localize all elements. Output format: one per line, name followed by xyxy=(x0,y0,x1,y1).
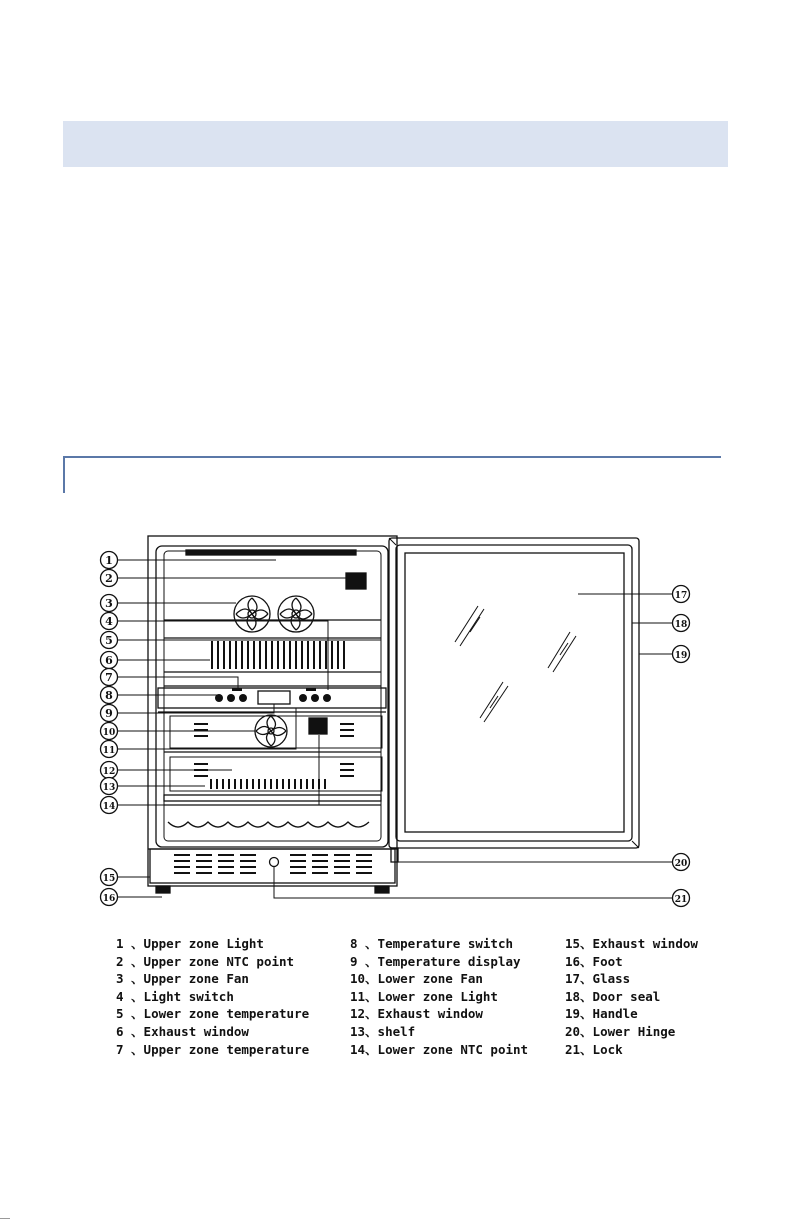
lower-ntc-box xyxy=(309,718,327,734)
callout-19 xyxy=(673,646,690,663)
svg-text:7: 7 xyxy=(105,671,113,684)
callout-9 xyxy=(101,705,118,722)
foot-left xyxy=(156,886,170,893)
header-band xyxy=(63,121,728,167)
wine-cooler-diagram xyxy=(0,520,793,920)
svg-text:1: 1 xyxy=(105,554,113,567)
upper-ntc-box xyxy=(346,573,366,589)
callout-7 xyxy=(101,669,118,686)
callout-15 xyxy=(101,869,118,886)
svg-text:11: 11 xyxy=(102,746,116,756)
legend-column-3 xyxy=(565,935,698,1058)
legend-item: 2 、Upper zone NTC point xyxy=(116,953,295,969)
callout-20 xyxy=(673,854,690,871)
callout-1 xyxy=(101,552,118,569)
callout-16 xyxy=(101,889,118,906)
callout-8 xyxy=(101,687,118,704)
callout-11 xyxy=(101,741,118,758)
callout-21 xyxy=(673,890,690,907)
callout-5 xyxy=(101,632,118,649)
svg-text:19: 19 xyxy=(674,651,688,661)
door-outline xyxy=(389,538,639,848)
callout-12 xyxy=(101,762,118,779)
legend-item: 5 、Lower zone temperature xyxy=(116,1006,310,1022)
svg-text:20: 20 xyxy=(674,859,688,869)
legend-item: 18、Door seal xyxy=(565,988,661,1004)
svg-text:18: 18 xyxy=(674,620,688,630)
svg-text:10: 10 xyxy=(102,728,116,738)
legend-item: 4 、Light switch xyxy=(116,988,234,1004)
callout-3 xyxy=(101,595,118,612)
foot-right xyxy=(375,886,389,893)
upper-zone-fans xyxy=(234,596,314,632)
upper-zone-light xyxy=(186,550,356,555)
svg-text:3: 3 xyxy=(105,597,113,610)
callout-4 xyxy=(101,613,118,630)
legend-item: 19、Handle xyxy=(565,1006,638,1022)
temperature-display xyxy=(258,691,290,704)
svg-text:4: 4 xyxy=(105,615,113,628)
svg-text:8: 8 xyxy=(105,689,113,702)
svg-text:15: 15 xyxy=(102,874,116,884)
legend-item: 12、Exhaust window xyxy=(350,1006,483,1022)
legend-item: 14、Lower zone NTC point xyxy=(350,1041,529,1057)
legend-item: 1 、Upper zone Light xyxy=(116,936,264,951)
callout-17 xyxy=(673,586,690,603)
svg-text:17: 17 xyxy=(674,591,688,601)
legend-item: 21、Lock xyxy=(565,1041,623,1057)
legend-item: 17、Glass xyxy=(565,971,631,987)
crop-mark xyxy=(0,1218,10,1219)
svg-text:2: 2 xyxy=(105,572,113,585)
legend-item: 3 、Upper zone Fan xyxy=(116,971,249,987)
svg-text:16: 16 xyxy=(102,894,116,904)
svg-text:9: 9 xyxy=(105,707,113,720)
svg-text:21: 21 xyxy=(674,895,688,905)
svg-text:13: 13 xyxy=(102,783,116,793)
callout-6 xyxy=(101,652,118,669)
shelf xyxy=(164,795,381,801)
legend-column-2 xyxy=(350,935,528,1058)
lock xyxy=(270,858,279,867)
callout-13 xyxy=(101,778,118,795)
legend-column-1 xyxy=(116,935,309,1058)
callout-2 xyxy=(101,570,118,587)
cabinet-inner xyxy=(156,546,388,847)
svg-text:12: 12 xyxy=(102,767,116,777)
callout-18 xyxy=(673,615,690,632)
callout-10 xyxy=(101,723,118,740)
svg-text:14: 14 xyxy=(102,802,116,812)
door-glass xyxy=(405,553,624,832)
parts-legend xyxy=(0,935,793,1065)
legend-item: 13、shelf xyxy=(350,1023,416,1039)
legend-item: 9 、Temperature display xyxy=(350,953,521,969)
legend-item: 20、Lower Hinge xyxy=(565,1023,676,1039)
glass-reflections xyxy=(455,606,576,722)
svg-text:6: 6 xyxy=(105,654,113,667)
legend-item: 11、Lower zone Light xyxy=(350,988,498,1004)
section-rule-tick xyxy=(63,456,65,493)
legend-item: 6 、Exhaust window xyxy=(116,1023,249,1039)
svg-text:5: 5 xyxy=(105,634,113,647)
legend-item: 15、Exhaust window xyxy=(565,936,698,951)
legend-item: 8 、Temperature switch xyxy=(350,936,514,951)
legend-item: 16、Foot xyxy=(565,953,623,969)
door-seal xyxy=(396,545,632,841)
section-rule xyxy=(63,456,721,458)
legend-item: 10、Lower zone Fan xyxy=(350,971,483,987)
legend-item: 7 、Upper zone temperature xyxy=(116,1041,310,1057)
callout-14 xyxy=(101,797,118,814)
